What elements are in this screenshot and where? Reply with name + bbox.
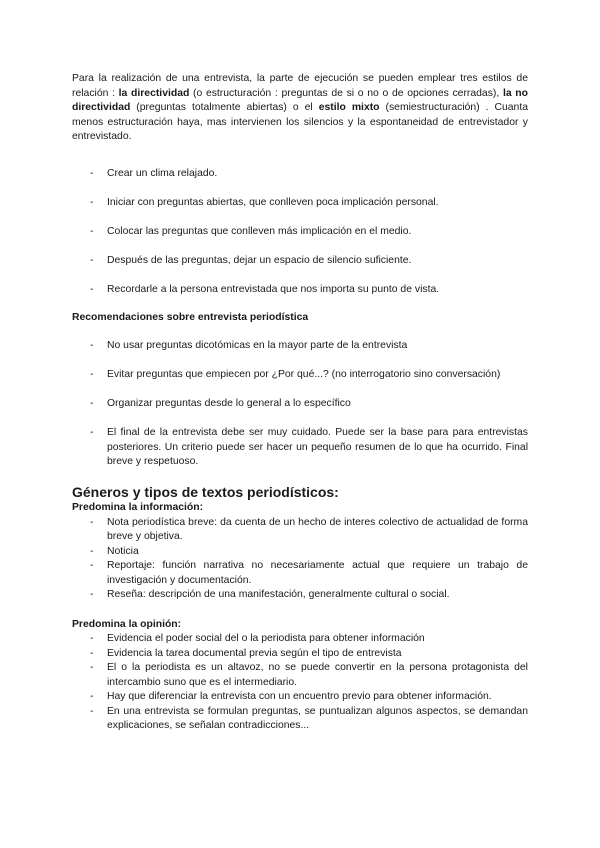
list-item: - Hay que diferenciar la entrevista con un encuentro previo para obtener información.	[72, 690, 528, 705]
list-item: - En una entrevista se formulan preguntas, se puntualizan algunos aspectos, se demandan explicaciones, se señalan contradicciones...	[72, 705, 528, 734]
recommendations-title: Recomendaciones sobre entrevista periodística	[72, 311, 309, 323]
opinion-list	[72, 632, 528, 734]
list-item: - Iniciar con preguntas abiertas, que conlleven poca implicación personal.	[72, 196, 528, 211]
intro-bold-estilo-mixto: estilo mixto	[318, 102, 380, 113]
recommendations-list	[72, 339, 528, 470]
opinion-subheading: Predomina la opinión:	[72, 618, 182, 630]
list-item: - Evidencia la tarea documental previa según el tipo de entrevista	[72, 647, 528, 662]
info-list	[72, 516, 528, 603]
list-item: - El o la periodista es un altavoz, no se puede convertir en la persona protagonista del intercambio suno que es el intermediario.	[72, 661, 528, 690]
interview-tips-list	[72, 167, 528, 298]
list-item: - El final de la entrevista debe ser muy cuidado. Puede ser la base para para entrevistas posteriores. Un criterio puede ser hacer un pequeño resumen de lo que ha ocurrido. Final breve y respetuoso.	[72, 426, 528, 470]
list-item: - Después de las preguntas, dejar un espacio de silencio suficiente.	[72, 254, 528, 269]
list-item: - Crear un clima relajado.	[72, 167, 528, 182]
intro-paragraph	[72, 72, 528, 145]
list-item: - Organizar preguntas desde lo general a lo específico	[72, 397, 528, 412]
intro-text-1: Para la realización de una entrevista, la parte de ejecución se pueden emplear tres estilos de relación :	[72, 73, 528, 99]
list-item: - Noticia	[72, 545, 528, 560]
list-item: - Evitar preguntas que empiecen por ¿Por qué...? (no interrogatorio sino conversación)	[72, 368, 528, 383]
list-item: - Colocar las preguntas que conlleven más implicación en el medio.	[72, 225, 528, 240]
list-item: - Reseña: descripción de una manifestación, generalmente cultural o social.	[72, 588, 528, 603]
document-page	[72, 72, 528, 734]
list-item: - Nota periodística breve: da cuenta de un hecho de interes colectivo de actualidad de forma breve y objetiva.	[72, 516, 528, 545]
list-item: - Recordarle a la persona entrevistada que nos importa su punto de vista.	[72, 283, 528, 298]
genres-heading: Géneros y tipos de textos periodísticos:	[72, 484, 339, 500]
list-item: - No usar preguntas dicotómicas en la mayor parte de la entrevista	[72, 339, 528, 354]
intro-text-2: (o estructuración : preguntas de si o no o de opciones cerradas),	[189, 87, 503, 99]
intro-bold-directividad: la directividad	[118, 87, 190, 99]
intro-text-3: (preguntas totalmente abiertas) o el	[130, 102, 319, 113]
info-subheading: Predomina la información:	[72, 502, 204, 513]
list-item: - Reportaje: función narrativa no necesariamente actual que requiere un trabajo de investigación y documentación.	[72, 559, 528, 588]
intro-text-4: (semiestructuración) . Cuanta menos estructuración haya, mas intervienen los silencios y la espontaneidad de entrevistador y entrevistado.	[72, 102, 528, 142]
list-item: - Evidencia el poder social del o la periodista para obtener información	[72, 632, 528, 647]
intro-bold-no-directividad: la no directividad	[72, 87, 528, 113]
